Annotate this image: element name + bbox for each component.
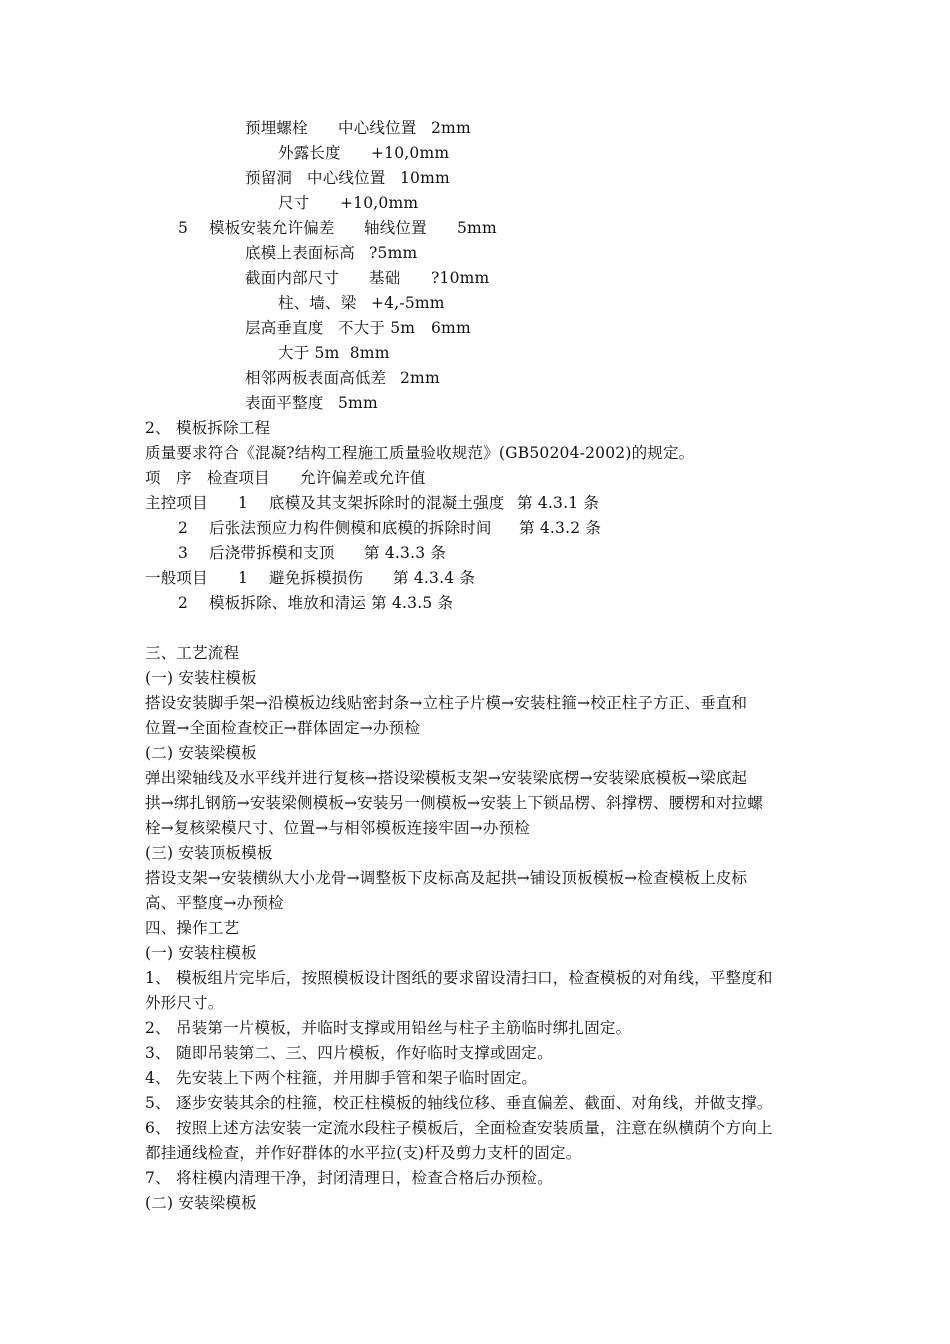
text-line: 7、 将柱模内清理干净，封闭清理日，检查合格后办预检。 xyxy=(145,1169,553,1187)
text-line: 都挂通线检查，并作好群体的水平拉(支)杆及剪力支杆的固定。 xyxy=(145,1144,582,1162)
text-line: 4、 先安装上下两个柱箍，并用脚手管和架子临时固定。 xyxy=(145,1069,538,1087)
text-line: 2、 吊装第一片模板，并临时支撑或用铅丝与柱子主筋临时绑扎固定。 xyxy=(145,1019,632,1037)
table-row: 2 模板拆除、堆放和清运 第 4.3.5 条 xyxy=(178,594,454,612)
text-line: 6、 按照上述方法安装一定流水段柱子模板后，全面检查安装质量，注意在纵横荫个方向上 xyxy=(145,1119,773,1137)
text-line: 拱→绑扎钢筋→安装梁侧模板→安装另一侧模板→安装上下锁品楞、斜撑楞、腰楞和对拉螺 xyxy=(145,794,763,812)
text-line: 1、 模板组片完毕后，按照模板设计图纸的要求留设清扫口，检查模板的对角线，平整度和 xyxy=(145,969,773,987)
text-line: 栓→复核梁模尺寸、位置→与相邻模板连接牢固→办预检 xyxy=(145,819,530,837)
subsection-heading: (一) 安装柱模板 xyxy=(145,669,257,687)
section-heading: 2、 模板拆除工程 xyxy=(145,419,271,437)
subsection-heading: (二) 安装梁模板 xyxy=(145,744,257,762)
text-line: 大于 5m 8mm xyxy=(278,344,390,362)
table-row: 2 后张法预应力构件侧模和底模的拆除时间 第 4.3.2 条 xyxy=(178,519,602,537)
text-line: 高、平整度→办预检 xyxy=(145,894,284,912)
text-line: 层高垂直度 不大于 5m 6mm xyxy=(245,319,471,337)
section-heading: 四、操作工艺 xyxy=(145,919,240,937)
text-line: 柱、墙、梁 +4,-5mm xyxy=(278,294,445,312)
table-row: 一般项目 1 避免拆模损伤 第 4.3.4 条 xyxy=(145,569,476,587)
table-header: 项 序 检查项目 允许偏差或允许值 xyxy=(145,469,426,487)
text-line: 搭设安装脚手架→沿模板边线贴密封条→立柱子片模→安装柱箍→校正柱子方正、垂直和 xyxy=(145,694,748,712)
text-line: 3、 随即吊装第二、三、四片模板，作好临时支撑或固定。 xyxy=(145,1044,553,1062)
text-line: 搭设支架→安装横纵大小龙骨→调整板下皮标高及起拱→铺设顶板模板→检查模板上皮标 xyxy=(145,869,748,887)
text-line: 弹出梁轴线及水平线并进行复核→搭设梁模板支架→安装梁底楞→安装梁底模板→梁底起 xyxy=(145,769,748,787)
text-line: 预留洞 中心线位置 10mm xyxy=(245,169,450,187)
text-line: 位置→全面检查校正→群体固定→办预检 xyxy=(145,719,421,737)
table-row: 主控项目 1 底模及其支架拆除时的混凝土强度 第 4.3.1 条 xyxy=(145,494,600,512)
text-line: 外形尺寸。 xyxy=(145,994,224,1012)
text-line: 外露长度 +10,0mm xyxy=(278,144,450,162)
subsection-heading: (一) 安装柱模板 xyxy=(145,944,257,962)
text-line: 5、 逐步安装其余的柱箍，校正柱模板的轴线位移、垂直偏差、截面、对角线，并做支撑。 xyxy=(145,1094,773,1112)
text-line: 5 模板安装允许偏差 轴线位置 5mm xyxy=(178,219,497,237)
text-line: 质量要求符合《混凝?结构工程施工质量验收规范》(GB50204-2002)的规定。 xyxy=(145,444,695,462)
subsection-heading: (二) 安装梁模板 xyxy=(145,1194,257,1212)
section-heading: 三、工艺流程 xyxy=(145,644,240,662)
text-line: 相邻两板表面高低差 2mm xyxy=(245,369,440,387)
text-line: 截面内部尺寸 基础 ?10mm xyxy=(245,269,490,287)
table-row: 3 后浇带拆模和支顶 第 4.3.3 条 xyxy=(178,544,447,562)
text-line: 底模上表面标高 ?5mm xyxy=(245,244,418,262)
text-line: 预埋螺栓 中心线位置 2mm xyxy=(245,119,471,137)
text-line: 尺寸 +10,0mm xyxy=(278,194,419,212)
text-line: 表面平整度 5mm xyxy=(245,394,378,412)
subsection-heading: (三) 安装顶板模板 xyxy=(145,844,273,862)
